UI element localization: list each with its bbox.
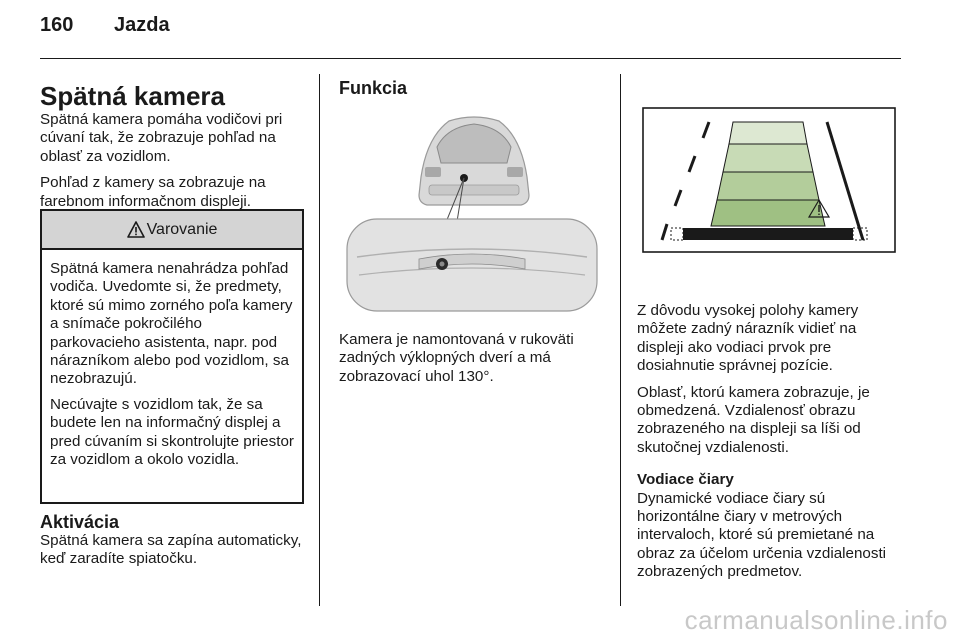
left-column (40, 82, 306, 219)
watermark: carmanualsonline.info (684, 605, 948, 635)
middle-caption (339, 331, 609, 394)
column-divider-right (620, 74, 621, 606)
warning-paragraph-1: Spätná kamera nenahrádza pohľad vodiča. Uvedomte si, že predmety, ktoré sú mimo zorného poľa kamery a snímače pokročilého parkovacieho asistenta, napr. pod nárazníkom alebo pod vozidlom, sa nezobrazujú. (50, 260, 293, 388)
warning-paragraph-2: Necúvajte s vozidlom tak, že sa budete len na informačný displej a pred cúvaním si skontrolujte priestor za vozidlom a okolo vozidla. (50, 395, 294, 469)
guide-lines-heading: Vodiace čiary (637, 471, 734, 489)
warning-triangle-icon (127, 221, 145, 238)
right-column (637, 302, 905, 590)
right-paragraph-2: Oblasť, ktorú kamera zobrazuje, je obmedzená. Vzdialenosť obrazu zobrazeného na displeji sa líši od skutočnej vzdialenosti. (637, 383, 870, 456)
function-heading: Funkcia (339, 78, 408, 98)
activation-heading: Aktivácia (40, 512, 120, 532)
middle-column-heading (339, 78, 609, 98)
page-header (40, 14, 170, 37)
rear-camera-illustration (339, 107, 605, 319)
column-divider-left (319, 74, 320, 606)
activation-section (40, 512, 310, 577)
activation-text: Spätná kamera sa zapína automaticky, keď zaradíte spiatočku. (40, 532, 302, 568)
intro-paragraph: Spätná kamera pomáha vodičovi pri cúvaní tak, že zobrazuje pohľad na oblasť za vozidlom. (40, 111, 283, 165)
warning-header (42, 211, 302, 250)
header-rule (40, 58, 901, 59)
page-title: Spätná kamera (40, 81, 225, 111)
guide-lines-display-illustration (637, 76, 901, 288)
warning-body (42, 250, 302, 469)
right-paragraph-1: Z dôvodu vysokej polohy kamery môžete zadný nárazník vidieť na displeji ako vodiaci prvok pre dosiahnutie správnej pozície. (637, 302, 859, 375)
guide-lines-text: Dynamické vodiace čiary sú horizontálne čiary v metrových intervaloch, ktoré sú premietané na obraz za účelom určenia vzdialenosti zobrazených predmetov. (637, 489, 887, 581)
intro-paragraph-2: Pohľad z kamery sa zobrazuje na farebnom informačnom displeji. (40, 174, 266, 210)
page-number: 160 (40, 14, 74, 36)
section-title: Jazda (114, 14, 170, 36)
camera-caption: Kamera je namontovaná v rukoväti zadných výklopných dverí a má zobrazovací uhol 130°. (339, 331, 574, 385)
warning-title: Varovanie (146, 220, 218, 238)
warning-box (40, 209, 304, 504)
